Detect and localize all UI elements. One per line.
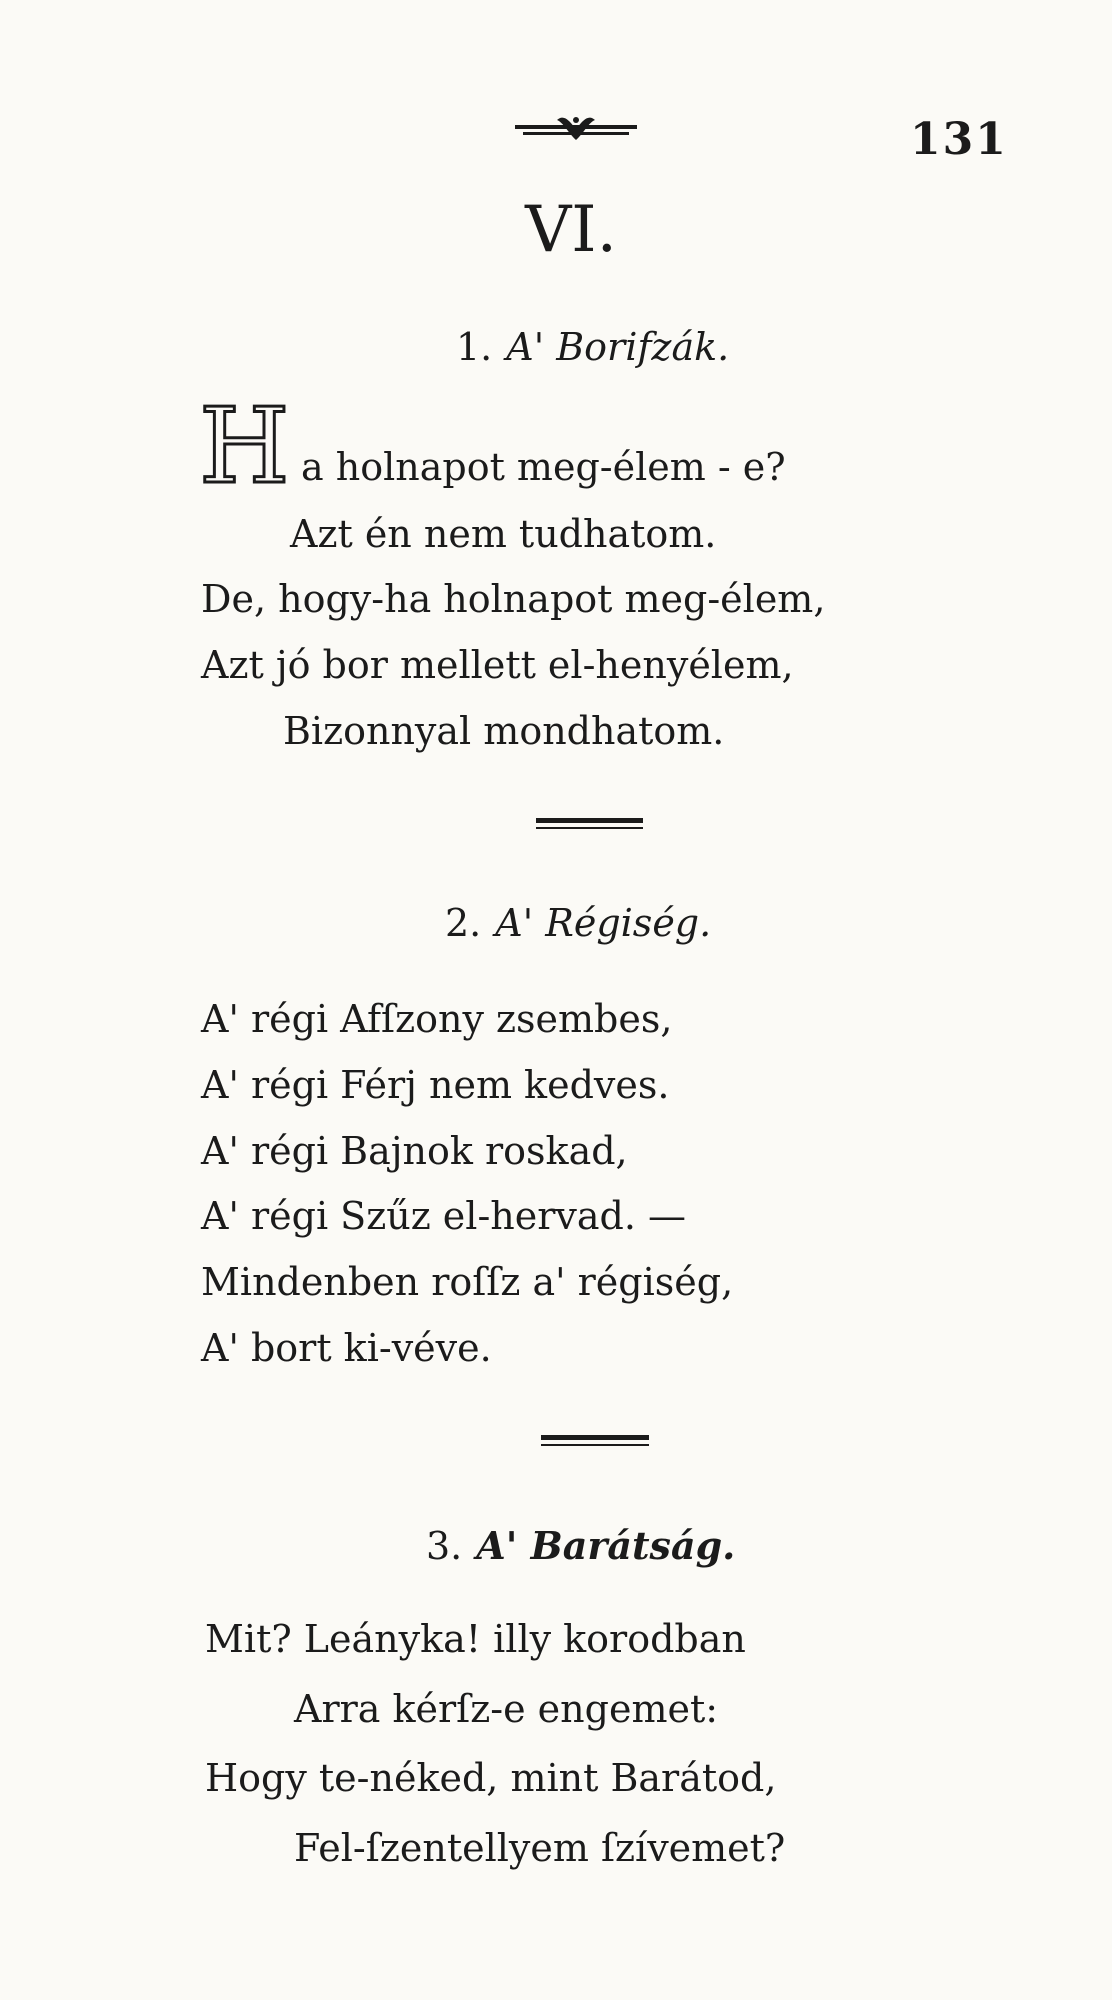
section-divider <box>536 818 643 832</box>
chapter-heading: VI. <box>525 193 617 267</box>
printers-ornament <box>515 112 637 146</box>
poem-line: a holnapot meg-élem - e? <box>301 445 786 489</box>
poem-line: Azt én nem tudhatom. <box>290 512 717 556</box>
page-number: 131 <box>910 114 1008 165</box>
poem-line: A' régi Férj nem kedves. <box>201 1063 670 1107</box>
poem-line: A' bort ki-véve. <box>201 1326 492 1370</box>
section-divider <box>541 1435 649 1449</box>
poem-line: Bizonnyal mondhatom. <box>283 709 725 753</box>
poem-title: 3. A' Barátság. <box>426 1523 736 1568</box>
poem-title: 1. A' Borifzák. <box>456 325 730 369</box>
poem-line: A' régi Afſzony zsembes, <box>201 997 673 1041</box>
poem-line: Arra kérſz-e engemet: <box>294 1687 719 1731</box>
svg-text:H: H <box>199 400 290 486</box>
poem-line: Fel-ſzentellyem ſzívemet? <box>294 1826 786 1870</box>
poem-line: Hogy te-néked, mint Barátod, <box>205 1756 777 1800</box>
poem-title: 2. A' Régiség. <box>445 901 712 945</box>
poem-line: De, hogy-ha holnapot meg-élem, <box>201 577 826 621</box>
poem-line: A' régi Szűz el-hervad. — <box>201 1194 687 1238</box>
poem-line: Mindenben roſſz a' régiség, <box>201 1260 734 1304</box>
drop-cap-letter <box>197 400 301 486</box>
poem-line: A' régi Bajnok roskad, <box>201 1129 628 1173</box>
poem-line: Mit? Leányka! illy korodban <box>205 1617 746 1661</box>
poem-line: Azt jó bor mellett el-henyélem, <box>201 643 794 687</box>
